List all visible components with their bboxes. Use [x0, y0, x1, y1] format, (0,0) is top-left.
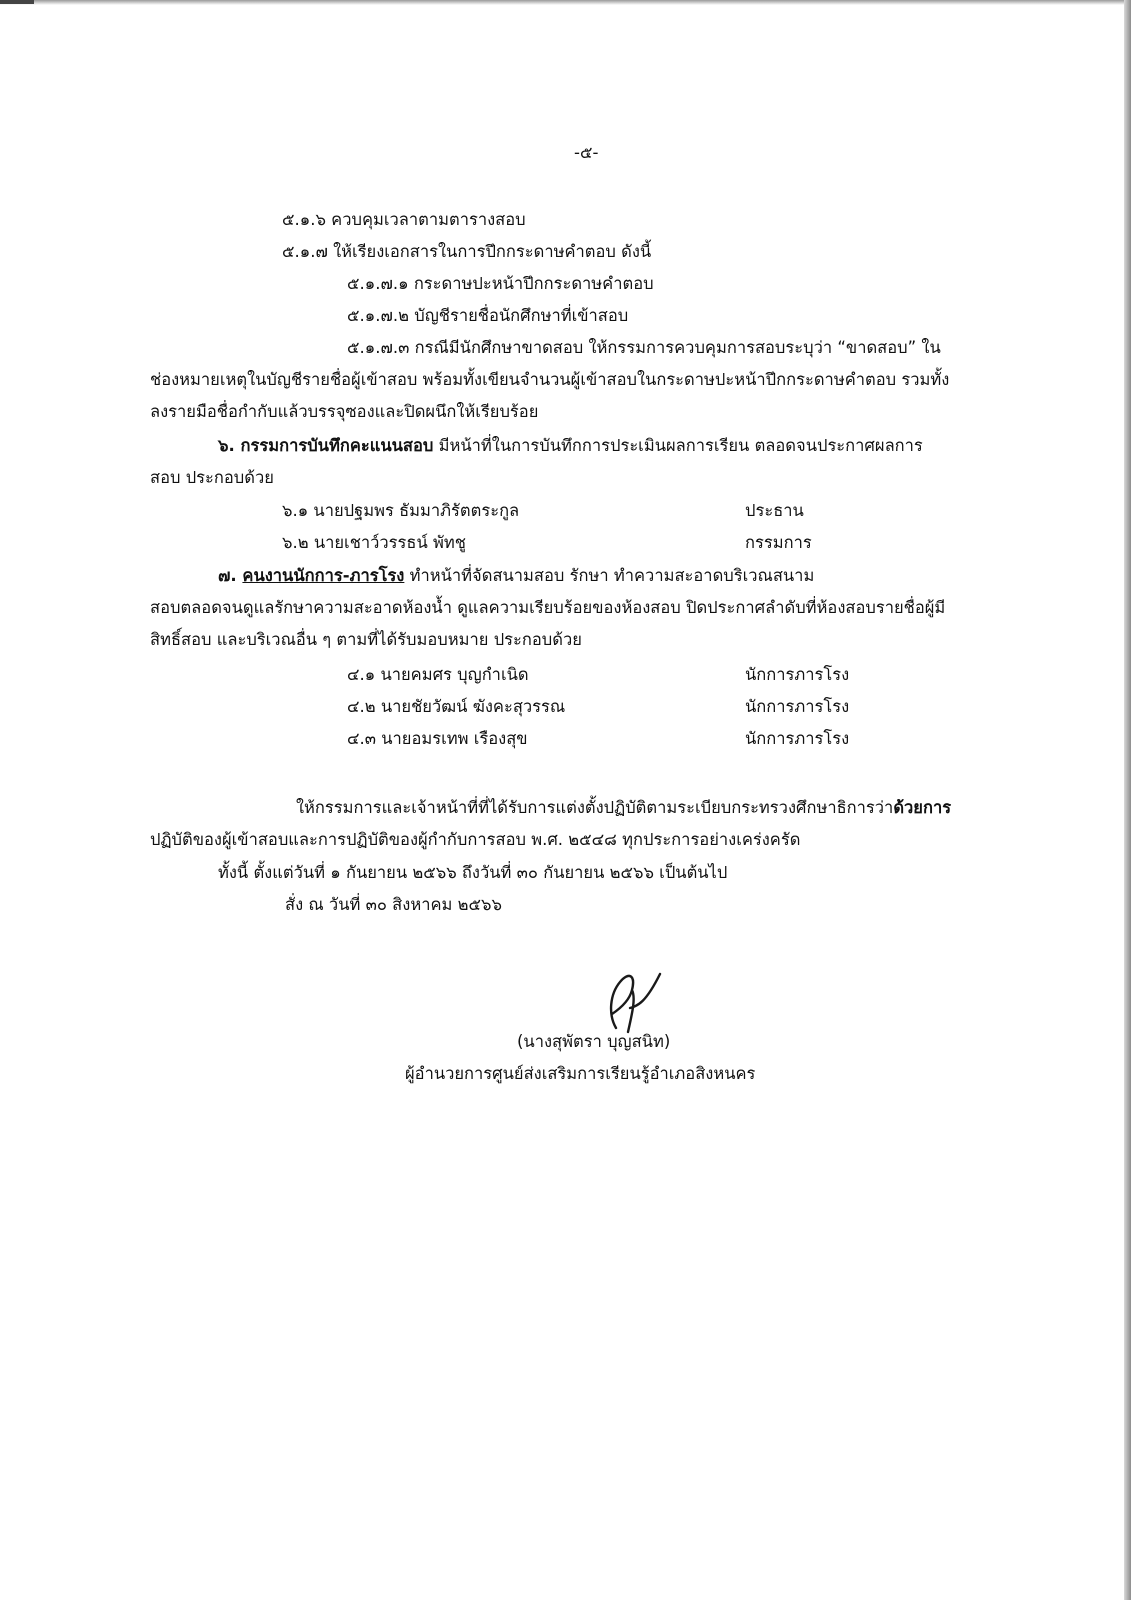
section-6-member-role: กรรมการ	[745, 533, 812, 552]
item-5-1-7-3-line3: ลงรายมือชื่อกำกับแล้วบรรจุซองและปิดผนึกให้เรียบร้อย	[150, 402, 539, 421]
section-6-line1	[218, 434, 923, 458]
section-7-heading: คนงานนักการ-ภารโรง	[242, 566, 405, 585]
section-6-member-name: ๖.๒ นายเชาว์วรรธน์ พัทชู	[282, 533, 466, 552]
section-7-member-role: นักการภารโรง	[745, 665, 850, 684]
scan-corner-mark	[0, 0, 34, 4]
section-7-member-role: นักการภารโรง	[745, 697, 850, 716]
section-7-member-role: นักการภารโรง	[745, 729, 850, 748]
section-6-line2: สอบ ประกอบด้วย	[150, 468, 274, 487]
closing-text-bold: ด้วยการ	[893, 798, 952, 817]
item-5-1-7-1: ๕.๑.๗.๑ กระดาษปะหน้าปึกกระดาษคำตอบ	[347, 274, 654, 293]
order-date-line: สั่ง ณ วันที่ ๓๐ สิงหาคม ๒๕๖๖	[285, 895, 502, 914]
item-5-1-7-2: ๕.๑.๗.๒ บัญชีรายชื่อนักศึกษาที่เข้าสอบ	[347, 306, 629, 325]
scan-right-edge	[1124, 0, 1131, 1600]
section-7-member-name: ๔.๓ นายอมรเทพ เรืองสุข	[347, 729, 528, 748]
section-6-text: มีหน้าที่ในการบันทึกการประเมินผลการเรียน ตลอดจนประกาศผลการ	[433, 436, 923, 455]
section-7-line3: สิทธิ์สอบ และบริเวณอื่น ๆ ตามที่ได้รับมอบหมาย ประกอบด้วย	[150, 630, 582, 649]
section-6-member-name: ๖.๑ นายปฐมพร ธัมมาภิรัตตระกูล	[282, 501, 520, 520]
signatory-position: ผู้อำนวยการศูนย์ส่งเสริมการเรียนรู้อำเภอสิงหนคร	[405, 1064, 756, 1083]
item-5-1-7-3-line1: ๕.๑.๗.๓ กรณีมีนักศึกษาขาดสอบ ให้กรรมการควบคุมการสอบระบุว่า “ขาดสอบ” ใน	[347, 338, 941, 357]
section-7-text: ทำหน้าที่จัดสนามสอบ รักษา ทำความสะอาดบริเวณสนาม	[404, 566, 815, 585]
section-7-member-name: ๔.๑ นายคมศร บุญกำเนิด	[347, 665, 529, 684]
page-number: -๕-	[574, 143, 599, 162]
handwritten-signature	[602, 968, 662, 1034]
signatory-name: (นางสุพัตรา บุญสนิท)	[517, 1032, 671, 1051]
item-5-1-7: ๕.๑.๗ ให้เรียงเอกสารในการปึกกระดาษคำตอบ ดังนี้	[282, 242, 652, 261]
item-5-1-6: ๕.๑.๖ ควบคุมเวลาตามตารางสอบ	[282, 210, 526, 229]
section-6-member-role: ประธาน	[745, 501, 804, 520]
section-7-number: ๗.	[218, 566, 243, 585]
effective-date-line: ทั้งนี้ ตั้งแต่วันที่ ๑ กันยายน ๒๕๖๖ ถึงวันที่ ๓๐ กันยายน ๒๕๖๖ เป็นต้นไป	[218, 863, 728, 882]
closing-line2: ปฏิบัติของผู้เข้าสอบและการปฏิบัติของผู้กำกับการสอบ พ.ศ. ๒๕๔๘ ทุกประการอย่างเคร่งครัด	[150, 830, 801, 849]
closing-line1	[296, 796, 951, 820]
scan-top-shadow	[0, 0, 1131, 5]
section-7-line2: สอบตลอดจนดูแลรักษาความสะอาดห้องน้ำ ดูแลความเรียบร้อยของห้องสอบ ปิดประกาศลำดับที่ห้องสอบรายชื่อผู้มี	[150, 598, 946, 617]
item-5-1-7-3-line2: ช่องหมายเหตุในบัญชีรายชื่อผู้เข้าสอบ พร้อมทั้งเขียนจำนวนผู้เข้าสอบในกระดาษปะหน้าปึกกระดาษคำตอบ รวมทั้ง	[150, 370, 950, 389]
section-6-heading: ๖. กรรมการบันทึกคะแนนสอบ	[218, 436, 434, 455]
section-7-line1	[218, 564, 814, 588]
closing-text: ให้กรรมการและเจ้าหน้าที่ที่ได้รับการแต่งตั้งปฏิบัติตามระเบียบกระทรวงศึกษาธิการว่า	[296, 798, 894, 817]
section-7-member-name: ๔.๒ นายชัยวัฒน์ ฆังคะสุวรรณ	[347, 697, 566, 716]
